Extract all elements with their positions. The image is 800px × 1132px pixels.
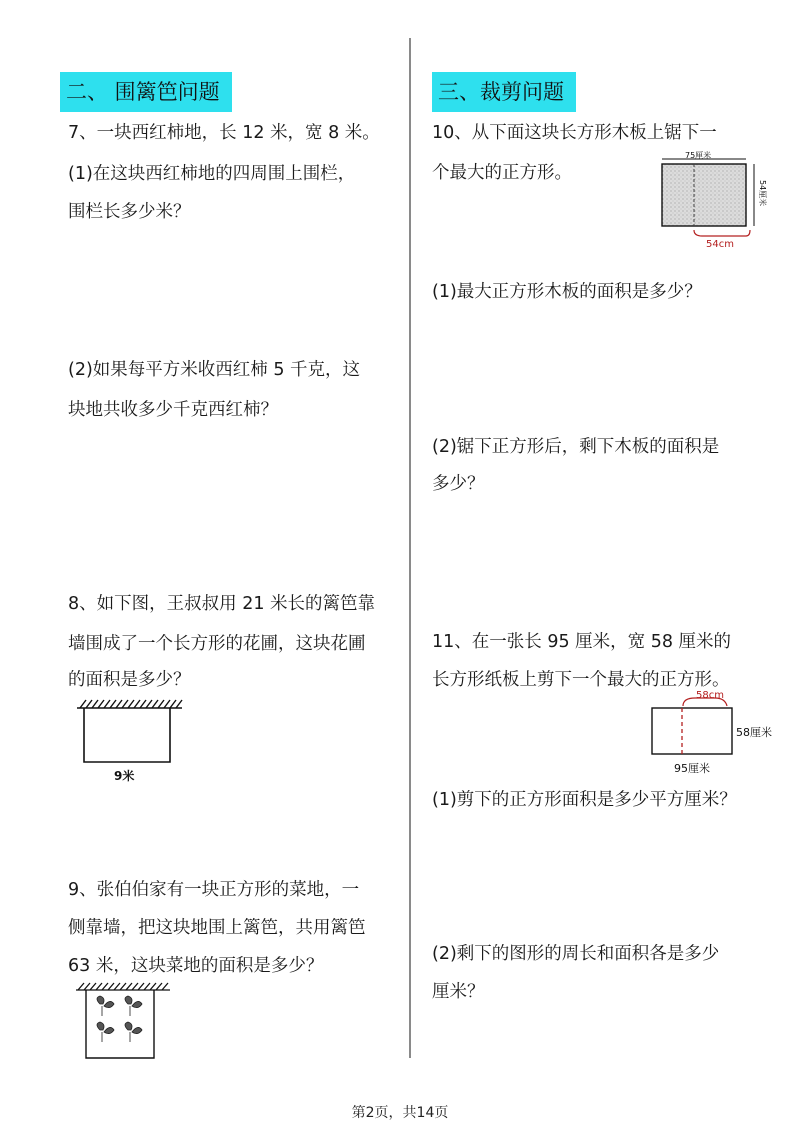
- q7-part1-line2: 围栏长多少米？: [68, 202, 191, 222]
- column-divider: [409, 38, 411, 1058]
- q11-part2-line2: 厘米？: [432, 982, 485, 1002]
- plot-fence-outline: [86, 990, 154, 1058]
- wooden-board: [662, 164, 746, 226]
- vegetable-icons: [97, 996, 142, 1042]
- q10-part2-line1: (2)锯下正方形后，剩下木板的面积是: [432, 437, 720, 457]
- q7-part1-line1: (1)在这块西红柿地的四周围上围栏，: [68, 164, 356, 184]
- garden-fence-outline: [84, 708, 170, 762]
- section-title-fence: 二、 围篱笆问题: [60, 72, 232, 112]
- q11-part1: (1)剪下的正方形面积是多少平方厘米？: [432, 790, 737, 810]
- q8-line3: 的面积是多少？: [68, 670, 191, 690]
- q11-line1: 11、在一张长 95 厘米，宽 58 厘米的: [432, 632, 732, 652]
- q9-line2: 侧靠墙，把这块地围上篱笆，共用篱笆: [68, 918, 366, 938]
- page-footer: 第2页，共14页: [351, 1105, 449, 1121]
- q9-vegetable-plot-figure: [74, 982, 174, 1062]
- q10-part1: (1)最大正方形木板的面积是多少？: [432, 282, 702, 302]
- cardboard-length-label: 95厘米: [674, 762, 710, 775]
- q11-part2-line1: (2)剩下的图形的周长和面积各是多少: [432, 944, 720, 964]
- board-square-side-label: 54cm: [706, 239, 734, 250]
- wall-hatching: [76, 983, 170, 990]
- q7-stem: 7、一块西红柿地，长 12 米，宽 8 米。: [68, 123, 380, 143]
- q11-cardboard-figure: [640, 688, 790, 780]
- q9-line1: 9、张伯伯家有一块正方形的菜地，一: [68, 880, 360, 900]
- board-length-label: 75厘米: [685, 151, 712, 160]
- q8-garden-figure: [74, 698, 194, 788]
- cardboard-square-label: 58cm: [696, 690, 724, 701]
- q8-line1: 8、如下图，王叔叔用 21 米长的篱笆靠: [68, 594, 376, 614]
- q11-line2: 长方形纸板上剪下一个最大的正方形。: [432, 670, 730, 690]
- wall-hatching: [77, 700, 182, 708]
- section-title-cutting: 三、裁剪问题: [432, 72, 576, 112]
- q7-part2-line1: (2)如果每平方米收西红柿 5 千克，这: [68, 360, 361, 380]
- cardboard-rectangle: [652, 708, 732, 754]
- q10-line1: 10、从下面这块长方形木板上锯下一: [432, 123, 717, 143]
- q8-line2: 墙围成了一个长方形的花圃，这块花圃: [68, 634, 366, 654]
- cardboard-width-label: 58厘米: [736, 726, 772, 739]
- q10-part2-line2: 多少？: [432, 474, 485, 494]
- q9-line3: 63 米，这块菜地的面积是多少？: [68, 956, 324, 976]
- q10-board-figure: [650, 150, 780, 250]
- board-width-label: 54厘米: [758, 180, 767, 207]
- bottom-brace: [694, 230, 750, 236]
- q10-line2: 个最大的正方形。: [432, 163, 572, 183]
- q7-part2-line2: 块地共收多少千克西红柿？: [68, 400, 278, 420]
- garden-width-label: 9米: [114, 769, 135, 783]
